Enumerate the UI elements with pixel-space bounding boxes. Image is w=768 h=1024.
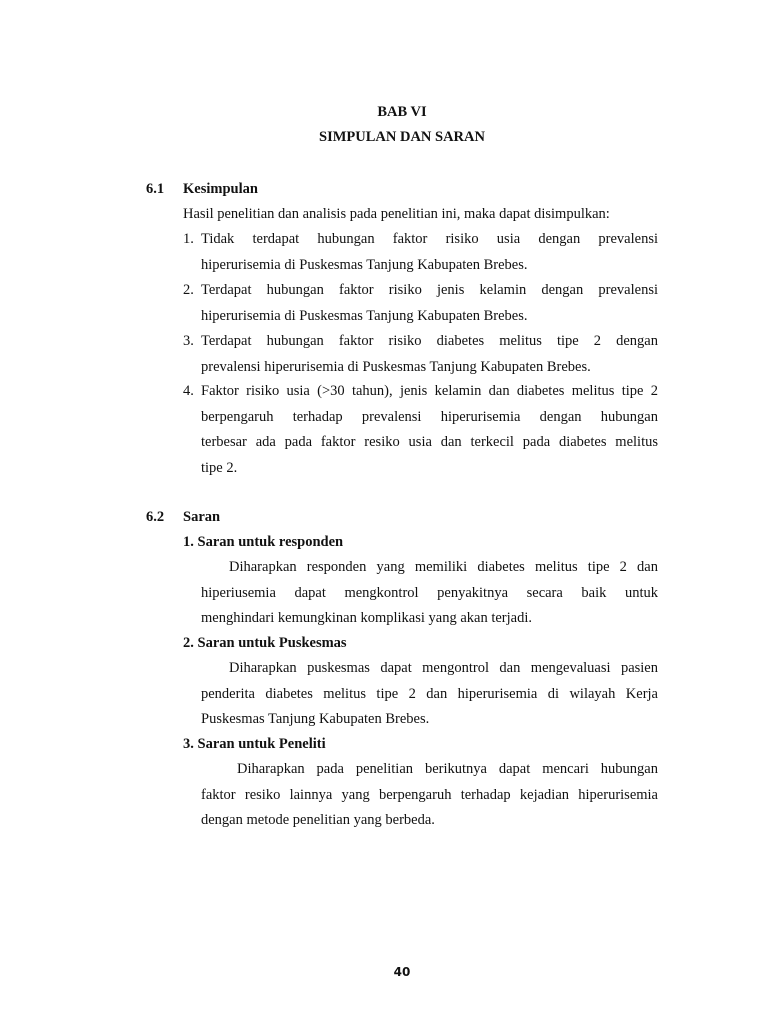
suggestion-1-line-2: hiperiusemia dapat mengkontrol penyakitnya secara baik untuk: [201, 584, 658, 601]
suggestion-1-body: [201, 559, 658, 636]
suggestion-3-line-1: Diharapkan pada penelitian berikutnya dapat mencari hubungan: [237, 761, 658, 777]
suggestion-2-line-2: penderita diabetes melitus tipe 2 dan hiperurisemia di wilayah Kerja: [201, 685, 658, 702]
conclusion-item-4-line-3: terbesar ada pada faktor resiko usia dan terkecil pada diabetes melitus: [201, 434, 658, 450]
suggestion-3-line-2: faktor resiko lainnya yang berpengaruh terhadap kejadian hiperurisemia: [201, 786, 658, 803]
conclusion-item-1-line-1: Tidak terdapat hubungan faktor risiko usia dengan prevalensi: [201, 231, 658, 247]
suggestion-1-line-3: menghindari kemungkinan komplikasi yang akan terjadi.: [201, 610, 533, 626]
suggestion-2-body: [201, 660, 658, 737]
conclusion-item-3-line-2: prevalensi hiperurisemia di Puskesmas Tanjung Kabupaten Brebes.: [201, 358, 591, 375]
section-1-intro: Hasil penelitian dan analisis pada penelitian ini, maka dapat disimpulkan:: [183, 206, 610, 222]
conclusion-item-1-number: 1.: [183, 231, 194, 247]
conclusion-item-2-number: 2.: [183, 282, 194, 298]
section-1-title: Kesimpulan: [183, 181, 258, 197]
conclusion-item-4-line-2: berpengaruh terhadap prevalensi hiperurisemia dengan hubungan: [201, 408, 658, 425]
suggestion-1-line-1: Diharapkan responden yang memiliki diabetes melitus tipe 2 dan: [229, 559, 658, 575]
conclusion-item-2-line-1: Terdapat hubungan faktor risiko jenis kelamin dengan prevalensi: [201, 282, 658, 298]
conclusion-item-2-line-2: hiperurisemia di Puskesmas Tanjung Kabupaten Brebes.: [201, 307, 528, 324]
suggestion-3-line-3: dengan metode penelitian yang berbeda.: [201, 812, 435, 828]
suggestion-2-title: 2. Saran untuk Puskesmas: [183, 635, 347, 651]
suggestion-2-line-3: Puskesmas Tanjung Kabupaten Brebes.: [201, 711, 430, 727]
suggestion-2-line-1: Diharapkan puskesmas dapat mengontrol dan mengevaluasi pasien: [229, 660, 658, 676]
conclusion-item-4-line-1: Faktor risiko usia (>30 tahun), jenis kelamin dan diabetes melitus tipe 2: [201, 383, 658, 399]
section-2-title: Saran: [183, 509, 221, 525]
chapter-number: BAB VI: [377, 104, 427, 120]
section-1-number: 6.1: [146, 181, 165, 197]
section-2-number: 6.2: [146, 509, 165, 525]
suggestion-3-body: [201, 761, 658, 838]
suggestion-3-title: 3. Saran untuk Peneliti: [183, 736, 326, 752]
conclusion-item-3: [201, 333, 658, 384]
conclusion-item-4-number: 4.: [183, 383, 194, 399]
chapter-title: SIMPULAN DAN SARAN: [319, 129, 485, 145]
conclusion-item-3-line-1: Terdapat hubungan faktor risiko diabetes melitus tipe 2 dengan: [201, 333, 658, 349]
conclusion-item-1-line-2: hiperurisemia di Puskesmas Tanjung Kabupaten Brebes.: [201, 256, 528, 273]
suggestion-1-title: 1. Saran untuk responden: [183, 534, 344, 550]
conclusion-item-1: [201, 231, 658, 282]
conclusion-item-4: [201, 383, 658, 485]
conclusion-item-3-number: 3.: [183, 333, 194, 349]
conclusion-item-4-line-4: tipe 2.: [201, 459, 238, 476]
conclusion-item-2: [201, 282, 658, 333]
page-number: 40: [393, 965, 411, 979]
